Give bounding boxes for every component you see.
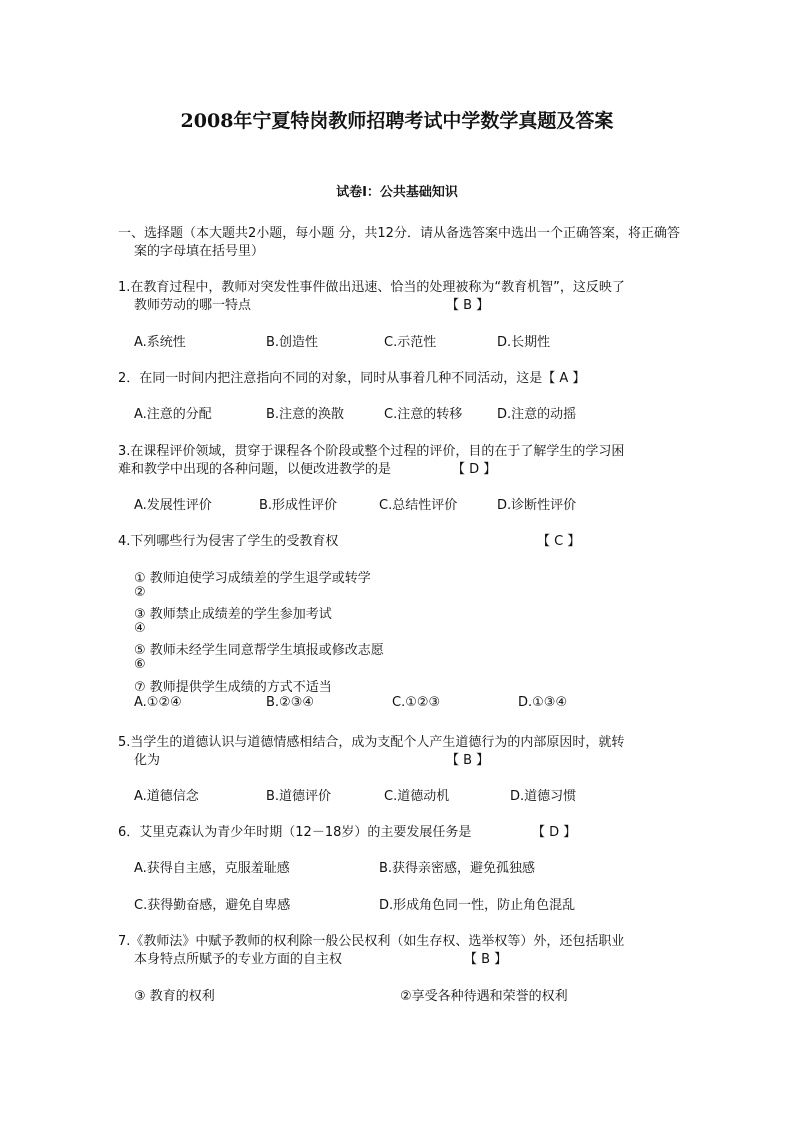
question-1-option-b: B.创造性 <box>266 335 319 350</box>
page-title: 2008年宁夏特岗教师招聘考试中学数学真题及答案 <box>180 110 614 132</box>
section-header-line2: 案的字母填在括号里） <box>134 244 265 259</box>
question-7-line2: 本身特点所赋予的专业方面的自主权 <box>134 952 343 967</box>
question-4-item-5: ⑤ 教师未经学生同意帮学生填报或修改志愿 <box>134 643 384 658</box>
question-2-option-d: D.注意的动摇 <box>497 407 577 422</box>
question-4-item-1: ① 教师迫使学习成绩差的学生退学或转学 <box>134 571 371 586</box>
question-4-item-6: ⑥ <box>134 657 146 672</box>
question-1-option-d: D.长期性 <box>497 335 551 350</box>
question-2-option-c: C.注意的转移 <box>384 407 463 422</box>
question-3-option-a: A.发展性评价 <box>134 498 212 513</box>
question-4-item-7: ⑦ 教师提供学生成绩的方式不适当 <box>134 680 332 695</box>
question-4-item-2: ② <box>134 585 146 600</box>
question-2-line1: 2．在同一时间内把注意指向不同的对象，同时从事着几种不同活动，这是【 A 】 <box>118 371 586 386</box>
question-3-option-b: B.形成性评价 <box>259 498 338 513</box>
question-3-answer: 【 D 】 <box>452 462 497 477</box>
question-2-option-b: B.注意的涣散 <box>266 407 345 422</box>
question-1-line2: 教师劳动的哪一特点 <box>134 298 252 313</box>
question-4-item-3: ③ 教师禁止成绩差的学生参加考试 <box>134 607 332 622</box>
question-5-line1: 5.当学生的道德认识与道德情感相结合，成为支配个人产生道德行为的内部原因时，就转 <box>118 735 625 750</box>
paper-subtitle: 试卷Ⅰ：公共基础知识 <box>336 185 458 200</box>
question-1-option-c: C.示范性 <box>384 335 437 350</box>
question-5-option-a: A.道德信念 <box>134 789 199 804</box>
question-6-line1: 6．艾里克森认为青少年时期（12－18岁）的主要发展任务是 <box>118 825 472 840</box>
question-3-line1: 3.在课程评价领域，贯穿于课程各个阶段或整个过程的评价，目的在于了解学生的学习困 <box>118 444 625 459</box>
question-4-item-4: ④ <box>134 621 146 636</box>
question-5-answer: 【 B 】 <box>446 753 490 768</box>
question-1-option-a: A.系统性 <box>134 335 186 350</box>
question-3-line2: 难和教学中出现的各种问题，以便改进教学的是 <box>118 462 392 477</box>
question-7-item-1: ③ 教育的权利 <box>134 989 215 1004</box>
question-7-line1: 7.《教师法》中赋予教师的权利除一般公民权利（如生存权、选举权等）外，还包括职业 <box>118 934 625 949</box>
question-6-option-a: A.获得自主感，克服羞耻感 <box>134 861 290 876</box>
question-1-answer: 【 B 】 <box>446 298 490 313</box>
question-2-option-a: A.注意的分配 <box>134 407 212 422</box>
question-4-answer: 【 C 】 <box>537 534 581 549</box>
question-6-answer: 【 D 】 <box>532 825 577 840</box>
question-7-item-2: ②享受各种待遇和荣誉的权利 <box>400 989 568 1004</box>
question-6-option-b: B.获得亲密感，避免孤独感 <box>379 861 536 876</box>
question-4-option-b: B.②③④ <box>266 695 315 710</box>
question-4-line1: 4.下列哪些行为侵害了学生的受教育权 <box>118 534 339 549</box>
question-3-option-d: D.诊断性评价 <box>497 498 577 513</box>
question-4-option-d: D.①③④ <box>518 695 568 710</box>
question-4-option-c: C.①②③ <box>392 695 441 710</box>
question-1-line1: 1.在教育过程中，教师对突发性事件做出迅速、恰当的处理被称为“教育机智”，这反映了 <box>118 280 625 295</box>
question-4-option-a: A.①②④ <box>134 695 182 710</box>
question-3-option-c: C.总结性评价 <box>379 498 458 513</box>
question-5-option-c: C.道德动机 <box>384 789 450 804</box>
question-5-option-b: B.道德评价 <box>266 789 332 804</box>
section-header-line1: 一、选择题（本大题共2小题，每小题 分，共12分．请从备选答案中选出一个正确答案，将正确答 <box>118 226 680 241</box>
question-5-option-d: D.道德习惯 <box>510 789 577 804</box>
question-6-option-d: D.形成角色同一性，防止角色混乱 <box>379 898 576 913</box>
question-6-option-c: C.获得勤奋感，避免自卑感 <box>134 898 291 913</box>
question-7-answer: 【 B 】 <box>464 952 508 967</box>
question-5-line2: 化为 <box>134 753 161 768</box>
